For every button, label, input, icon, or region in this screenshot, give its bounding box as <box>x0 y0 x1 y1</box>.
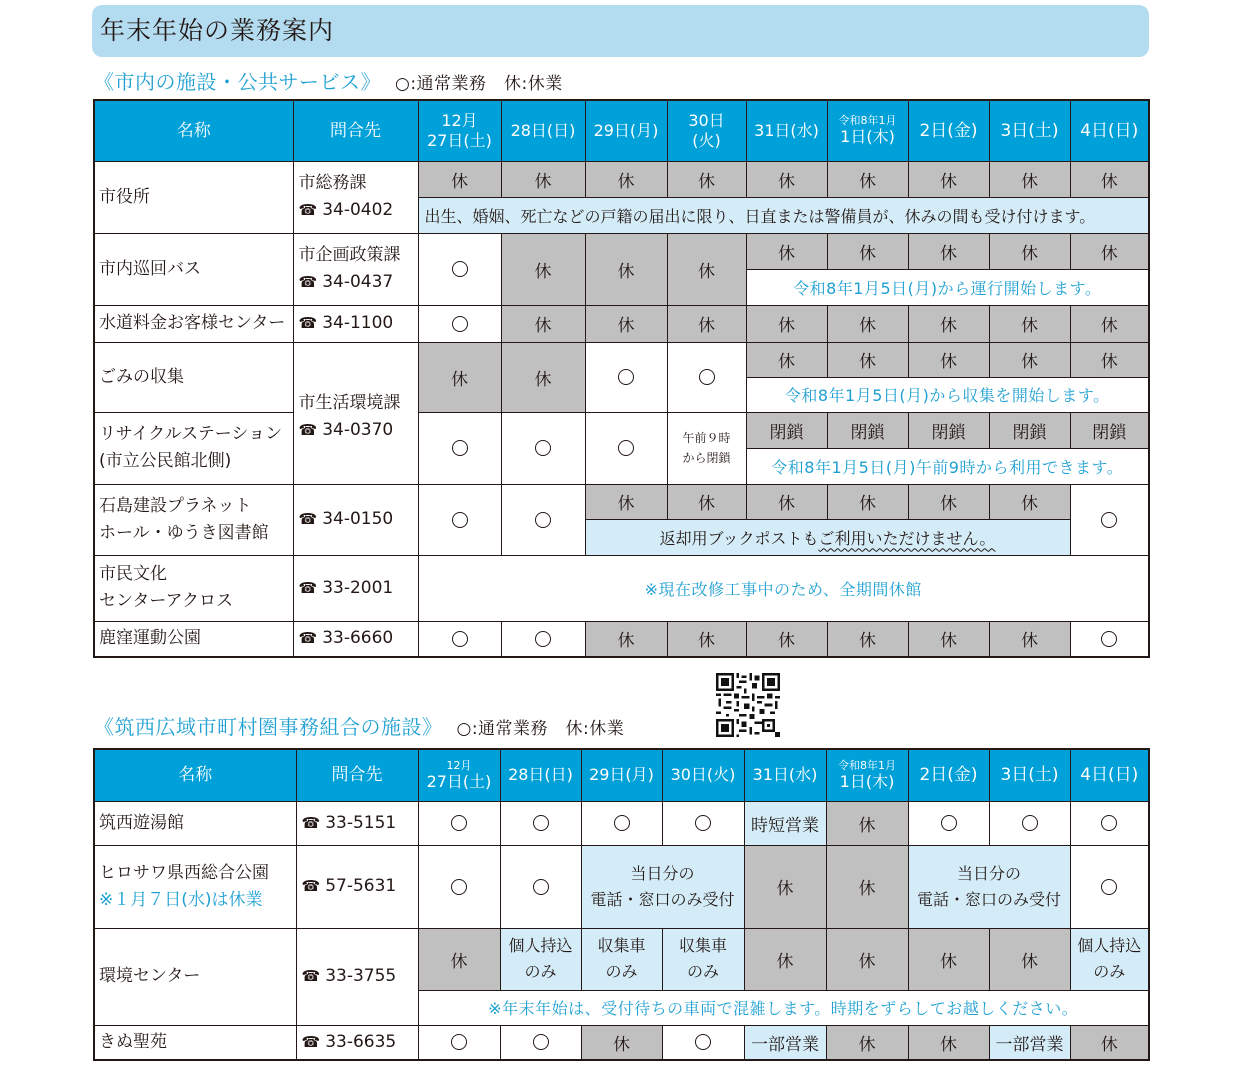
status-cell <box>1070 845 1149 928</box>
status-cell: 休 <box>501 233 585 305</box>
status-cell: 休 <box>667 305 746 342</box>
contact-dept: 市生活環境課 <box>298 393 401 413</box>
table-row <box>94 305 1149 342</box>
open-circle-icon <box>452 512 468 528</box>
status-cell <box>418 484 501 555</box>
open-circle-icon <box>695 1034 711 1050</box>
status-cell: 休 <box>826 928 908 990</box>
section2-legend: ○:通常業務 休:休業 <box>456 719 625 739</box>
open-circle-icon <box>695 815 711 831</box>
status-cell: 休 <box>744 928 826 990</box>
contact-tel: ☎ 34-0370 <box>298 420 394 440</box>
closure-note: ※１月７日(水)は休業 <box>99 889 263 910</box>
phone-icon: ☎ <box>298 273 318 291</box>
status-cell: 休 <box>667 484 746 519</box>
status-cell <box>581 801 662 845</box>
status-cell: 休 <box>581 1025 662 1060</box>
contact-tel: ☎ 33-2001 <box>293 555 418 621</box>
status-cell: 休 <box>908 233 989 269</box>
status-cell: 休 <box>827 484 908 519</box>
table-row <box>94 928 1149 990</box>
status-cell: 休 <box>989 161 1070 197</box>
status-cell: 休 <box>667 233 746 305</box>
status-cell: 休 <box>827 342 908 377</box>
open-circle-icon <box>451 1034 467 1050</box>
row-note: ※現在改修工事中のため、全期間休館 <box>418 555 1149 621</box>
status-cell <box>989 801 1070 845</box>
schedule-table-regional <box>93 748 1150 1061</box>
contact-cell <box>293 233 418 305</box>
status-cell: 一部営業 <box>744 1025 826 1060</box>
status-cell-merged: 当日分の 電話・窓口のみ受付 <box>908 845 1070 928</box>
status-cell <box>418 233 501 305</box>
row-note: 令和8年1月5日(月)午前9時から利用できます。 <box>746 448 1149 484</box>
table-header-row <box>94 749 1149 801</box>
facility-name: リサイクルステーション (市立公民館北側) <box>94 412 293 484</box>
facility-name: 市内巡回バス <box>94 233 293 305</box>
status-cell: 収集車 のみ <box>662 928 744 990</box>
contact-tel: ☎ 33-5151 <box>296 801 418 845</box>
facility-name: 筑西遊湯館 <box>94 801 296 845</box>
facility-name: 市民文化 センターアクロス <box>94 555 293 621</box>
col-header-jan3: 3日(土) <box>989 100 1070 161</box>
status-cell: 休 <box>908 1025 989 1060</box>
table-row <box>94 1025 1149 1060</box>
contact-dept: 市企画政策課 <box>298 245 401 265</box>
status-cell <box>585 412 667 484</box>
col-header-name: 名称 <box>94 749 296 801</box>
status-cell <box>418 801 500 845</box>
status-cell: 休 <box>744 845 826 928</box>
phone-icon: ☎ <box>301 1032 321 1051</box>
status-cell <box>501 484 585 555</box>
section1-legend: ○:通常業務 休:休業 <box>395 74 563 94</box>
status-cell: 一部営業 <box>989 1025 1070 1060</box>
col-header-dec30: 30日 (火) <box>667 100 746 161</box>
status-cell <box>418 845 500 928</box>
status-cell: 休 <box>746 233 827 269</box>
status-cell: 休 <box>989 342 1070 377</box>
facility-name: 水道料金お客様センター <box>94 305 293 342</box>
open-circle-icon <box>535 440 551 456</box>
status-cell <box>662 1025 744 1060</box>
status-cell: 休 <box>827 161 908 197</box>
phone-icon: ☎ <box>298 314 318 332</box>
open-circle-icon <box>535 512 551 528</box>
col-header-contact: 問合先 <box>296 749 418 801</box>
status-cell: 休 <box>585 161 667 197</box>
col-header-jan2: 2日(金) <box>908 100 989 161</box>
status-cell: 休 <box>1070 1025 1149 1060</box>
open-circle-icon <box>1101 512 1117 528</box>
section2-title: 《筑西広域市町村圏事務組合の施設》 <box>94 715 443 739</box>
status-cell: 休 <box>585 305 667 342</box>
status-cell: 休 <box>746 342 827 377</box>
open-circle-icon <box>451 879 467 895</box>
col-header-dec28: 28日(日) <box>501 100 585 161</box>
row-note: 令和8年1月5日(月)から収集を開始します。 <box>746 377 1149 412</box>
status-cell: 休 <box>501 161 585 197</box>
col-header-dec29: 29日(月) <box>585 100 667 161</box>
status-cell: 閉鎖 <box>827 412 908 448</box>
status-cell <box>500 1025 581 1060</box>
page-title: 年末年始の業務案内 <box>100 16 335 45</box>
phone-icon: ☎ <box>301 813 321 832</box>
open-circle-icon <box>452 316 468 332</box>
status-cell <box>585 342 667 412</box>
open-circle-icon <box>451 815 467 831</box>
section2-heading <box>94 711 624 740</box>
status-cell: 休 <box>827 621 908 657</box>
table-row <box>94 484 1149 519</box>
open-circle-icon <box>1101 815 1117 831</box>
status-cell: 休 <box>1070 233 1149 269</box>
status-cell <box>1070 801 1149 845</box>
status-cell: 休 <box>585 484 667 519</box>
contact-dept: 市総務課 <box>298 173 367 193</box>
open-circle-icon <box>1101 879 1117 895</box>
phone-icon: ☎ <box>298 629 318 648</box>
table-row <box>94 233 1149 269</box>
contact-tel: ☎ 34-0150 <box>293 484 418 555</box>
col-header-dec28: 28日(日) <box>500 749 581 801</box>
row-note: 出生、婚姻、死亡などの戸籍の届出に限り、日直または警備員が、休みの間も受け付けます。 <box>418 197 1149 233</box>
facility-name: ヒロサワ県西総合公園 ※１月７日(水)は休業 <box>94 845 296 928</box>
contact-tel: ☎ 33-6660 <box>293 621 418 657</box>
contact-tel: ☎ 33-6635 <box>296 1025 418 1060</box>
facility-name: 石島建設プラネット ホール・ゆうき図書館 <box>94 484 293 555</box>
facility-name: 環境センター <box>94 928 296 1025</box>
table-row <box>94 621 1149 657</box>
status-cell-merged: 当日分の 電話・窓口のみ受付 <box>581 845 744 928</box>
status-cell <box>418 1025 500 1060</box>
col-header-jan1: 令和8年1月 1日(木) <box>827 100 908 161</box>
status-cell <box>501 412 585 484</box>
open-circle-icon <box>535 631 551 647</box>
status-cell: 休 <box>667 161 746 197</box>
col-header-dec31: 31日(水) <box>746 100 827 161</box>
status-cell: 休 <box>1070 161 1149 197</box>
status-cell <box>908 801 989 845</box>
table-row <box>94 161 1149 197</box>
status-cell: 休 <box>667 621 746 657</box>
contact-cell-shared <box>293 342 418 484</box>
status-cell: 休 <box>1070 342 1149 377</box>
col-header-dec31: 31日(水) <box>744 749 826 801</box>
status-cell <box>662 801 744 845</box>
table-row <box>94 801 1149 845</box>
status-cell: 時短営業 <box>744 801 826 845</box>
status-cell <box>667 342 746 412</box>
status-cell: 休 <box>418 161 501 197</box>
status-cell: 休 <box>908 621 989 657</box>
status-cell: 休 <box>908 161 989 197</box>
status-cell <box>1070 621 1149 657</box>
col-header-jan4: 4日(日) <box>1070 100 1149 161</box>
status-cell: 休 <box>746 621 827 657</box>
status-cell <box>418 305 501 342</box>
contact-tel: ☎ 34-1100 <box>293 305 418 342</box>
status-cell: 休 <box>827 233 908 269</box>
table-header-row <box>94 100 1149 161</box>
status-cell <box>500 801 581 845</box>
status-cell: 休 <box>908 342 989 377</box>
title-banner <box>92 5 1149 57</box>
status-cell: 休 <box>826 1025 908 1060</box>
status-cell: 午前９時 から閉鎖 <box>667 412 746 484</box>
col-header-dec27: 12月 27日(土) <box>418 749 500 801</box>
open-circle-icon <box>452 631 468 647</box>
phone-icon: ☎ <box>301 967 321 985</box>
table-row <box>94 555 1149 621</box>
section1-heading <box>94 66 563 95</box>
status-cell: 休 <box>989 621 1070 657</box>
status-cell: 休 <box>989 233 1070 269</box>
status-cell: 休 <box>746 484 827 519</box>
col-header-dec30: 30日(火) <box>662 749 744 801</box>
status-cell: 休 <box>826 845 908 928</box>
status-cell <box>418 412 501 484</box>
status-cell: 休 <box>908 305 989 342</box>
table-row <box>94 342 1149 377</box>
col-header-dec29: 29日(月) <box>581 749 662 801</box>
status-cell: 休 <box>418 928 500 990</box>
section1-title: 《市内の施設・公共サービス》 <box>94 70 381 94</box>
contact-cell <box>293 161 418 233</box>
table-row <box>94 412 1149 448</box>
qr-code-icon[interactable] <box>716 673 780 737</box>
open-circle-icon <box>699 369 715 385</box>
status-cell: 休 <box>989 305 1070 342</box>
status-cell <box>501 621 585 657</box>
open-circle-icon <box>614 815 630 831</box>
status-cell: 休 <box>827 305 908 342</box>
open-circle-icon <box>533 879 549 895</box>
facility-name: きぬ聖苑 <box>94 1025 296 1060</box>
open-circle-icon <box>452 440 468 456</box>
status-cell: 休 <box>989 484 1070 519</box>
status-cell: 休 <box>418 342 501 412</box>
facility-name: 鹿窪運動公園 <box>94 621 293 657</box>
status-cell: 閉鎖 <box>1070 412 1149 448</box>
status-cell: 閉鎖 <box>908 412 989 448</box>
phone-icon: ☎ <box>298 510 318 528</box>
contact-tel: ☎ 34-0437 <box>298 272 394 292</box>
row-note: 返却用ブックポストもご利用いただけません。 <box>585 519 1070 555</box>
row-note: ※年末年始は、受付待ちの車両で混雑します。時期をずらしてお越しください。 <box>418 990 1149 1025</box>
status-cell <box>1070 484 1149 555</box>
status-cell: 休 <box>826 801 908 845</box>
facility-name: ごみの収集 <box>94 342 293 412</box>
status-cell: 個人持込 のみ <box>500 928 581 990</box>
col-header-jan1: 令和8年1月 1日(木) <box>826 749 908 801</box>
col-header-jan4: 4日(日) <box>1070 749 1149 801</box>
status-cell: 休 <box>746 305 827 342</box>
phone-icon: ☎ <box>298 578 318 597</box>
row-note: 令和8年1月5日(月)から運行開始します。 <box>746 269 1149 305</box>
phone-icon: ☎ <box>301 877 321 895</box>
contact-tel: ☎ 33-3755 <box>296 928 418 1025</box>
phone-icon: ☎ <box>298 201 318 219</box>
status-cell: 個人持込 のみ <box>1070 928 1149 990</box>
status-cell: 収集車 のみ <box>581 928 662 990</box>
table-row <box>94 845 1149 928</box>
open-circle-icon <box>618 440 634 456</box>
facility-name: 市役所 <box>94 161 293 233</box>
status-cell <box>500 845 581 928</box>
contact-tel: ☎ 34-0402 <box>298 200 394 220</box>
status-cell <box>418 621 501 657</box>
status-cell: 休 <box>585 233 667 305</box>
open-circle-icon <box>533 815 549 831</box>
status-cell: 閉鎖 <box>746 412 827 448</box>
status-cell: 休 <box>989 928 1070 990</box>
schedule-table-city <box>93 99 1150 658</box>
status-cell: 閉鎖 <box>989 412 1070 448</box>
status-cell: 休 <box>908 928 989 990</box>
open-circle-icon <box>618 369 634 385</box>
open-circle-icon <box>1101 631 1117 647</box>
open-circle-icon <box>533 1034 549 1050</box>
status-cell: 休 <box>501 305 585 342</box>
status-cell: 休 <box>1070 305 1149 342</box>
open-circle-icon <box>452 261 468 277</box>
status-cell: 休 <box>585 621 667 657</box>
col-header-jan2: 2日(金) <box>908 749 989 801</box>
status-cell: 休 <box>746 161 827 197</box>
open-circle-icon <box>1022 815 1038 831</box>
col-header-name: 名称 <box>94 100 293 161</box>
open-circle-icon <box>941 815 957 831</box>
contact-tel: ☎ 57-5631 <box>296 845 418 928</box>
col-header-dec27: 12月 27日(土) <box>418 100 501 161</box>
phone-icon: ☎ <box>298 421 318 439</box>
col-header-contact: 問合先 <box>293 100 418 161</box>
col-header-jan3: 3日(土) <box>989 749 1070 801</box>
status-cell: 休 <box>501 342 585 412</box>
status-cell: 休 <box>908 484 989 519</box>
